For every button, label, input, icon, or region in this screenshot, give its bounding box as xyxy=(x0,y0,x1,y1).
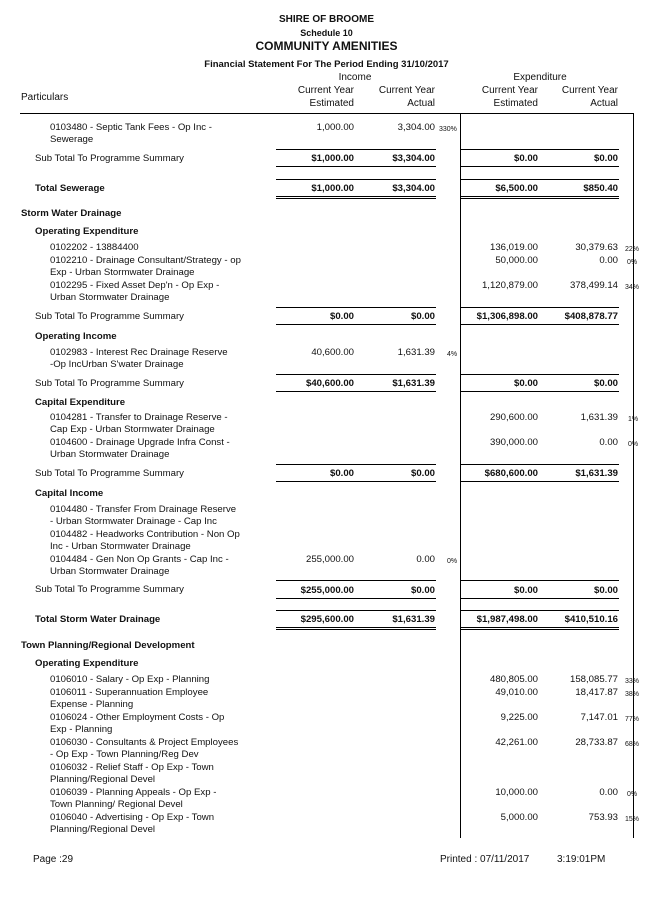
subtotal-income-act: $0.00 xyxy=(410,311,435,322)
rule xyxy=(276,166,436,167)
exp-estimated: 290,600.00 xyxy=(489,412,538,423)
rule xyxy=(461,307,619,308)
exp-actual: 0.00 xyxy=(599,787,618,798)
total-income-act: $3,304.00 xyxy=(392,183,435,194)
subtotal-exp-est: $0.00 xyxy=(513,585,538,596)
subtotal-exp-act: $0.00 xyxy=(593,378,618,389)
exp-estimated: 9,225.00 xyxy=(500,712,538,723)
rule xyxy=(276,374,436,375)
line-item-cont: Urban Stormwater Drainage xyxy=(50,292,170,303)
exp-estimated: 50,000.00 xyxy=(495,255,538,266)
subtotal-exp-est: $680,600.00 xyxy=(484,468,538,479)
line-item-cont: Urban Stormwater Drainage xyxy=(50,449,170,460)
total-income-est: $295,600.00 xyxy=(300,614,354,625)
exp-actual: 0.00 xyxy=(599,255,618,266)
line-item: 0106039 - Planning Appeals - Op Exp - xyxy=(50,787,217,798)
total-exp-act: $410,510.16 xyxy=(564,614,618,625)
income-actual: 3,304.00 xyxy=(397,122,435,133)
header-rule xyxy=(20,113,634,114)
income-estimated: 255,000.00 xyxy=(305,554,354,565)
exp-estimated: 480,805.00 xyxy=(489,674,538,685)
percent-badge: 34% xyxy=(625,284,640,291)
line-item: 0104480 - Transfer From Drainage Reserve xyxy=(50,504,237,515)
income-actual: 1,631.39 xyxy=(397,347,435,358)
income-estimated: 40,600.00 xyxy=(311,347,354,358)
exp-actual: 1,631.39 xyxy=(580,412,618,423)
line-item: 0104281 - Transfer to Drainage Reserve - xyxy=(50,412,228,423)
rule xyxy=(461,198,619,199)
line-item: 0104484 - Gen Non Op Grants - Cap Inc - xyxy=(50,554,229,565)
subtotal-label: Sub Total To Programme Summary xyxy=(35,311,184,322)
subtotal-label: Sub Total To Programme Summary xyxy=(35,468,184,479)
line-item-cont: Inc - Urban Stormwater Drainage xyxy=(50,541,191,552)
rule xyxy=(276,198,436,199)
subtotal-exp-act: $0.00 xyxy=(593,585,618,596)
exp-actual: 753.93 xyxy=(588,812,618,823)
rule xyxy=(461,629,619,630)
line-item-cont: Exp - Urban Stormwater Drainage xyxy=(50,267,195,278)
rule xyxy=(276,629,436,630)
line-item: 0102983 - Interest Rec Drainage Reserve xyxy=(50,347,228,358)
subtotal-exp-est: $0.00 xyxy=(513,378,538,389)
line-item-cont: - Op Exp - Town Planning/Reg Dev xyxy=(50,749,199,760)
exp-estimated: 390,000.00 xyxy=(489,437,538,448)
line-item: 0104600 - Drainage Upgrade Infra Const - xyxy=(50,437,230,448)
line-item: 0106011 - Superannuation Employee xyxy=(50,687,209,698)
exp-actual: 158,085.77 xyxy=(569,674,618,685)
rule xyxy=(276,481,436,482)
rule xyxy=(276,391,436,392)
particulars-header: Particulars xyxy=(21,92,69,103)
total-label: Total Storm Water Drainage xyxy=(35,614,161,625)
line-item-cont: Exp - Planning xyxy=(50,724,113,735)
col-exp-act-h1: Current Year xyxy=(561,85,618,96)
subtotal-exp-act: $0.00 xyxy=(593,153,618,164)
column-separator-right xyxy=(633,113,634,838)
schedule-label: Schedule 10 xyxy=(300,28,353,38)
exp-actual: 30,379.63 xyxy=(575,242,618,253)
total-income-est: $1,000.00 xyxy=(311,183,354,194)
line-item: 0104482 - Headworks Contribution - Non Op xyxy=(50,529,240,540)
rule xyxy=(461,149,619,150)
subtotal-income-est: $0.00 xyxy=(329,468,354,479)
program-title: COMMUNITY AMENITIES xyxy=(255,39,398,53)
col-inc-act-h2: Actual xyxy=(407,98,435,109)
line-item: 0102202 - 13884400 xyxy=(50,242,139,253)
rule xyxy=(276,179,436,180)
rule xyxy=(461,598,619,599)
org-name: SHIRE OF BROOME xyxy=(278,14,374,25)
percent-badge: 22% xyxy=(625,246,640,253)
col-inc-est-h1: Current Year xyxy=(297,85,354,96)
subtotal-income-act: $0.00 xyxy=(410,585,435,596)
percent-badge: 38% xyxy=(625,691,640,698)
line-item-cont: Urban Stormwater Drainage xyxy=(50,566,170,577)
rule xyxy=(461,374,619,375)
subsection-heading: Operating Expenditure xyxy=(35,658,139,669)
exp-estimated: 5,000.00 xyxy=(500,812,538,823)
percent-badge: 15% xyxy=(625,816,640,823)
exp-estimated: 1,120,879.00 xyxy=(481,280,538,291)
subtotal-income-est: $0.00 xyxy=(329,311,354,322)
line-item-cont: - Urban Stormwater Drainage - Cap Inc xyxy=(50,516,217,527)
rule xyxy=(461,179,619,180)
percent-badge: 0% xyxy=(628,441,639,448)
line-item-cont: Planning/Regional Devel xyxy=(50,824,156,835)
col-exp-est-h2: Estimated xyxy=(493,98,538,109)
rule xyxy=(276,580,436,581)
rule xyxy=(276,196,436,197)
exp-actual: 7,147.01 xyxy=(580,712,618,723)
rule xyxy=(276,598,436,599)
line-item: 0106032 - Relief Staff - Op Exp - Town xyxy=(50,762,214,773)
rule xyxy=(461,196,619,197)
line-item-cont: Cap Exp - Urban Stormwater Drainage xyxy=(50,424,215,435)
rule xyxy=(461,166,619,167)
col-exp-act-h2: Actual xyxy=(590,98,618,109)
income-estimated: 1,000.00 xyxy=(316,122,354,133)
line-item: 0106010 - Salary - Op Exp - Planning xyxy=(50,674,210,685)
printed-date: Printed : 07/11/2017 xyxy=(440,854,530,865)
rule xyxy=(461,627,619,628)
exp-actual: 378,499.14 xyxy=(569,280,618,291)
subtotal-label: Sub Total To Programme Summary xyxy=(35,584,184,595)
percent-badge: 0% xyxy=(627,259,638,266)
total-income-act: $1,631.39 xyxy=(392,614,435,625)
line-item: 0106040 - Advertising - Op Exp - Town xyxy=(50,812,215,823)
subtotal-income-est: $255,000.00 xyxy=(300,585,354,596)
col-inc-est-h2: Estimated xyxy=(309,98,354,109)
line-item: 0106024 - Other Employment Costs - Op xyxy=(50,712,225,723)
subsection-heading: Capital Expenditure xyxy=(35,397,126,408)
exp-actual: 0.00 xyxy=(599,437,618,448)
col-inc-act-h1: Current Year xyxy=(378,85,435,96)
rule xyxy=(461,610,619,611)
line-item-cont: Sewerage xyxy=(50,134,94,145)
expenditure-header: Expenditure xyxy=(513,72,567,83)
income-header: Income xyxy=(338,72,372,83)
exp-actual: 18,417.87 xyxy=(575,687,618,698)
subtotal-label: Sub Total To Programme Summary xyxy=(35,153,184,164)
rule xyxy=(461,481,619,482)
rule xyxy=(461,391,619,392)
rule xyxy=(276,324,436,325)
percent-badge: 33% xyxy=(625,678,640,685)
rule xyxy=(461,324,619,325)
line-item: 0102295 - Fixed Asset Dep'n - Op Exp - xyxy=(50,280,220,291)
total-label: Total Sewerage xyxy=(35,183,105,194)
subtotal-exp-act: $408,878.77 xyxy=(564,311,618,322)
line-item-cont: -Op IncUrban S'water Drainage xyxy=(50,359,184,370)
line-item-cont: Planning/Regional Devel xyxy=(50,774,156,785)
subtotal-label: Sub Total To Programme Summary xyxy=(35,378,184,389)
line-item-cont: Town Planning/ Regional Devel xyxy=(50,799,183,810)
exp-estimated: 10,000.00 xyxy=(495,787,538,798)
subtotal-income-act: $1,631.39 xyxy=(392,378,435,389)
percent-badge: 4% xyxy=(447,351,458,358)
percent-badge: 330% xyxy=(439,126,457,133)
total-exp-est: $1,987,498.00 xyxy=(476,614,538,625)
subtotal-exp-est: $0.00 xyxy=(513,153,538,164)
percent-badge: 77% xyxy=(625,716,640,723)
printed-time: 3:19:01PM xyxy=(557,854,606,865)
statement-title: Financial Statement For The Period Ending 31/10/2017 xyxy=(204,59,449,70)
percent-badge: 68% xyxy=(625,741,640,748)
col-exp-est-h1: Current Year xyxy=(481,85,538,96)
subtotal-income-est: $40,600.00 xyxy=(305,378,354,389)
percent-badge: 1% xyxy=(628,416,639,423)
subtotal-income-act: $3,304.00 xyxy=(392,153,435,164)
section-heading: Town Planning/Regional Development xyxy=(21,640,195,651)
line-item: 0102210 - Drainage Consultant/Strategy - op xyxy=(50,255,241,266)
line-item: 0103480 - Septic Tank Fees - Op Inc - xyxy=(50,122,212,133)
section-heading: Storm Water Drainage xyxy=(21,208,122,219)
rule xyxy=(276,627,436,628)
exp-estimated: 49,010.00 xyxy=(495,687,538,698)
total-exp-act: $850.40 xyxy=(583,183,618,194)
subtotal-exp-est: $1,306,898.00 xyxy=(476,311,538,322)
line-item: 0106030 - Consultants & Project Employees xyxy=(50,737,239,748)
page-number: Page :29 xyxy=(33,854,74,865)
rule xyxy=(276,149,436,150)
total-exp-est: $6,500.00 xyxy=(495,183,538,194)
percent-badge: 0% xyxy=(447,558,458,565)
exp-estimated: 42,261.00 xyxy=(495,737,538,748)
exp-estimated: 136,019.00 xyxy=(489,242,538,253)
line-item-cont: Expense - Planning xyxy=(50,699,134,710)
subtotal-income-act: $0.00 xyxy=(410,468,435,479)
subsection-heading: Operating Income xyxy=(35,331,117,342)
rule xyxy=(461,464,619,465)
rule xyxy=(276,610,436,611)
subsection-heading: Operating Expenditure xyxy=(35,226,139,237)
subtotal-income-est: $1,000.00 xyxy=(311,153,354,164)
rule xyxy=(276,307,436,308)
rule xyxy=(276,464,436,465)
percent-badge: 0% xyxy=(627,791,638,798)
subsection-heading: Capital Income xyxy=(35,488,104,499)
subtotal-exp-act: $1,631.39 xyxy=(575,468,618,479)
rule xyxy=(461,580,619,581)
income-actual: 0.00 xyxy=(416,554,435,565)
exp-actual: 28,733.87 xyxy=(575,737,618,748)
